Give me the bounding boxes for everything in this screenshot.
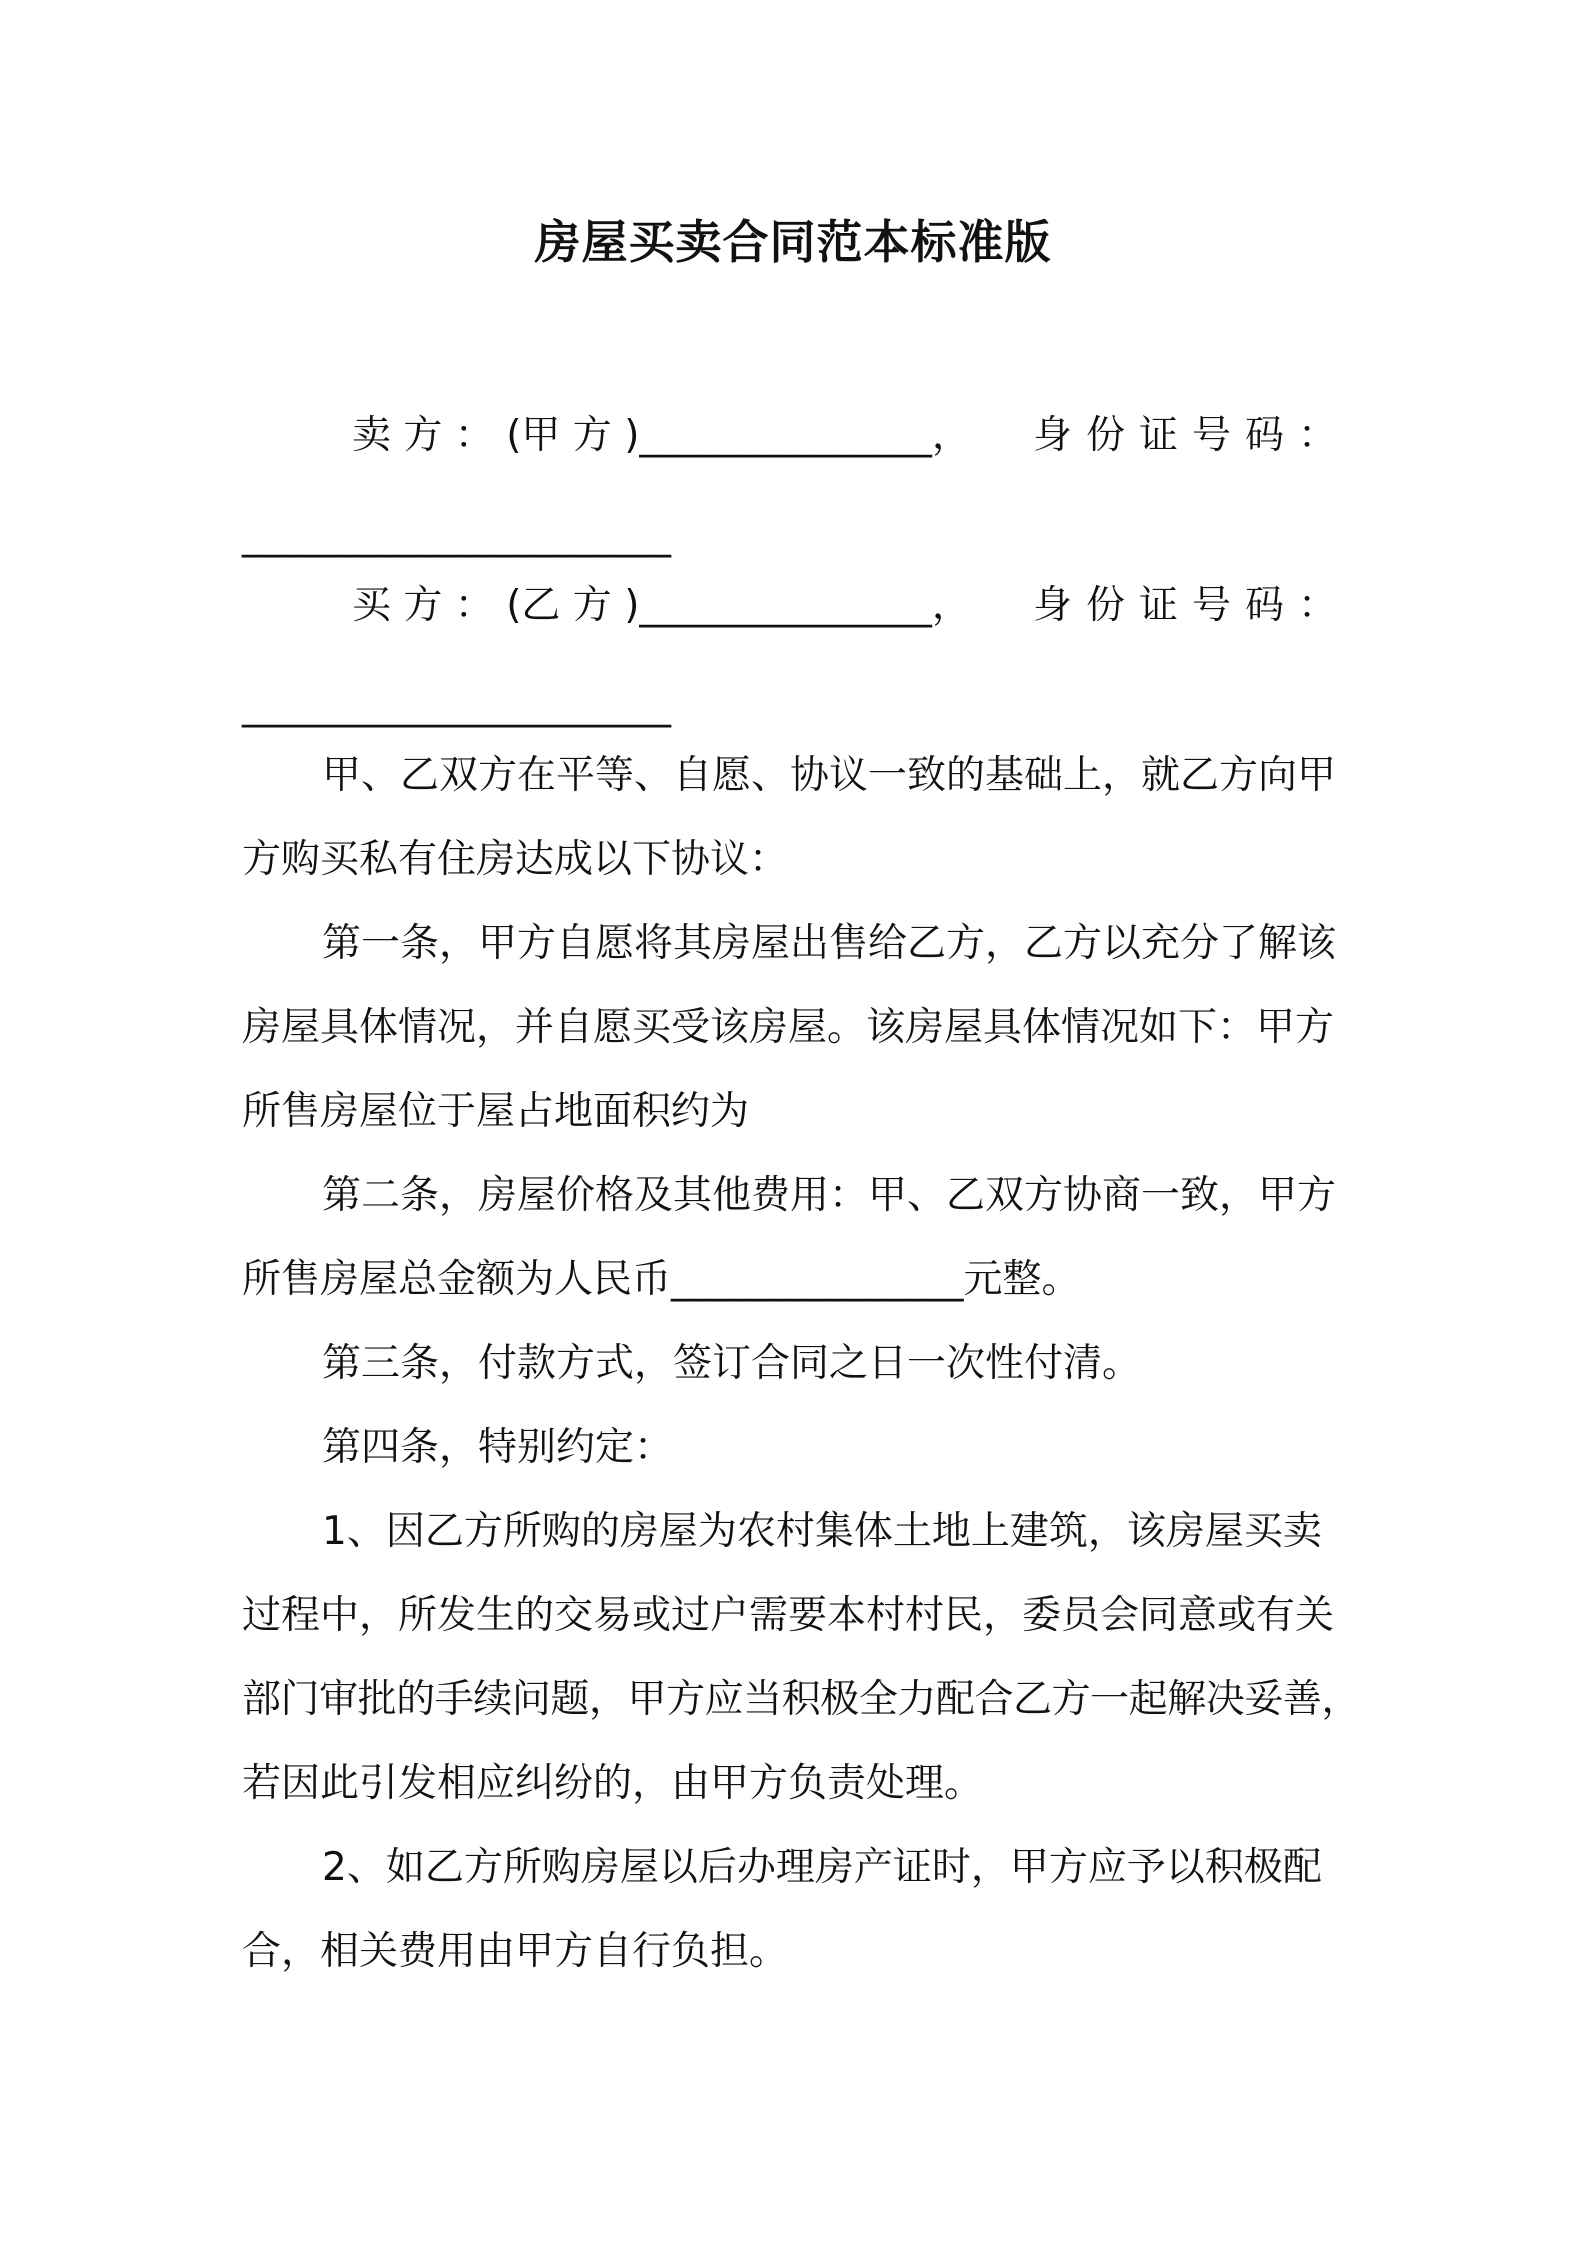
seller-id-blank: ______________________ [242,513,671,558]
article-2-line-2: 所售房屋总金额为人民币_______________元整。 [242,1257,1081,1302]
clause-2-line-2: 合，相关费用由甲方自行负担。 [242,1929,789,1974]
article-1-line-1: 第一条，甲方自愿将其房屋出售给乙方，乙方以充分了解该 [322,921,1337,966]
document-title: 房屋买卖合同范本标准版 [534,215,1052,269]
article-1-line-2: 房屋具体情况，并自愿买受该房屋。该房屋具体情况如下：甲方 [242,1005,1335,1050]
article-3-line-1: 第三条，付款方式，签订合同之日一次性付清。 [322,1341,1142,1386]
buyer-id-blank: ______________________ [242,683,671,728]
intro-line-2: 方购买私有住房达成以下协议： [242,837,789,882]
seller-id-label: 身份证号码： [1032,413,1351,458]
article-2-line-1: 第二条，房屋价格及其他费用：甲、乙双方协商一致，甲方 [322,1173,1337,1218]
intro-line-1: 甲、乙双方在平等、自愿、协议一致的基础上，就乙方向甲 [322,753,1337,798]
clause-1-line-4: 若因此引发相应纠纷的，由甲方负责处理。 [242,1761,984,1806]
article-1-line-3: 所售房屋位于屋占地面积约为 [242,1089,750,1134]
clause-1-line-3: 部门审批的手续问题，甲方应当积极全力配合乙方一起解决妥善， [242,1677,1360,1722]
buyer-id-label: 身份证号码： [1032,583,1351,628]
article-4-heading: 第四条，特别约定： [322,1425,674,1470]
buyer-line [352,578,1351,634]
clause-1-line-2: 过程中，所发生的交易或过户需要本村村民，委员会同意或有关 [242,1593,1335,1638]
seller-line [352,408,1351,464]
buyer-label: 买 方 ： (乙 方 )_______________， [352,583,971,628]
clause-2-line-1: 2、如乙方所购房屋以后办理房产证时，甲方应予以积极配 [322,1845,1322,1890]
clause-1-line-1: 1、因乙方所购的房屋为农村集体土地上建筑，该房屋买卖 [322,1509,1322,1554]
seller-label: 卖 方 ： (甲 方 )_______________， [352,413,971,458]
